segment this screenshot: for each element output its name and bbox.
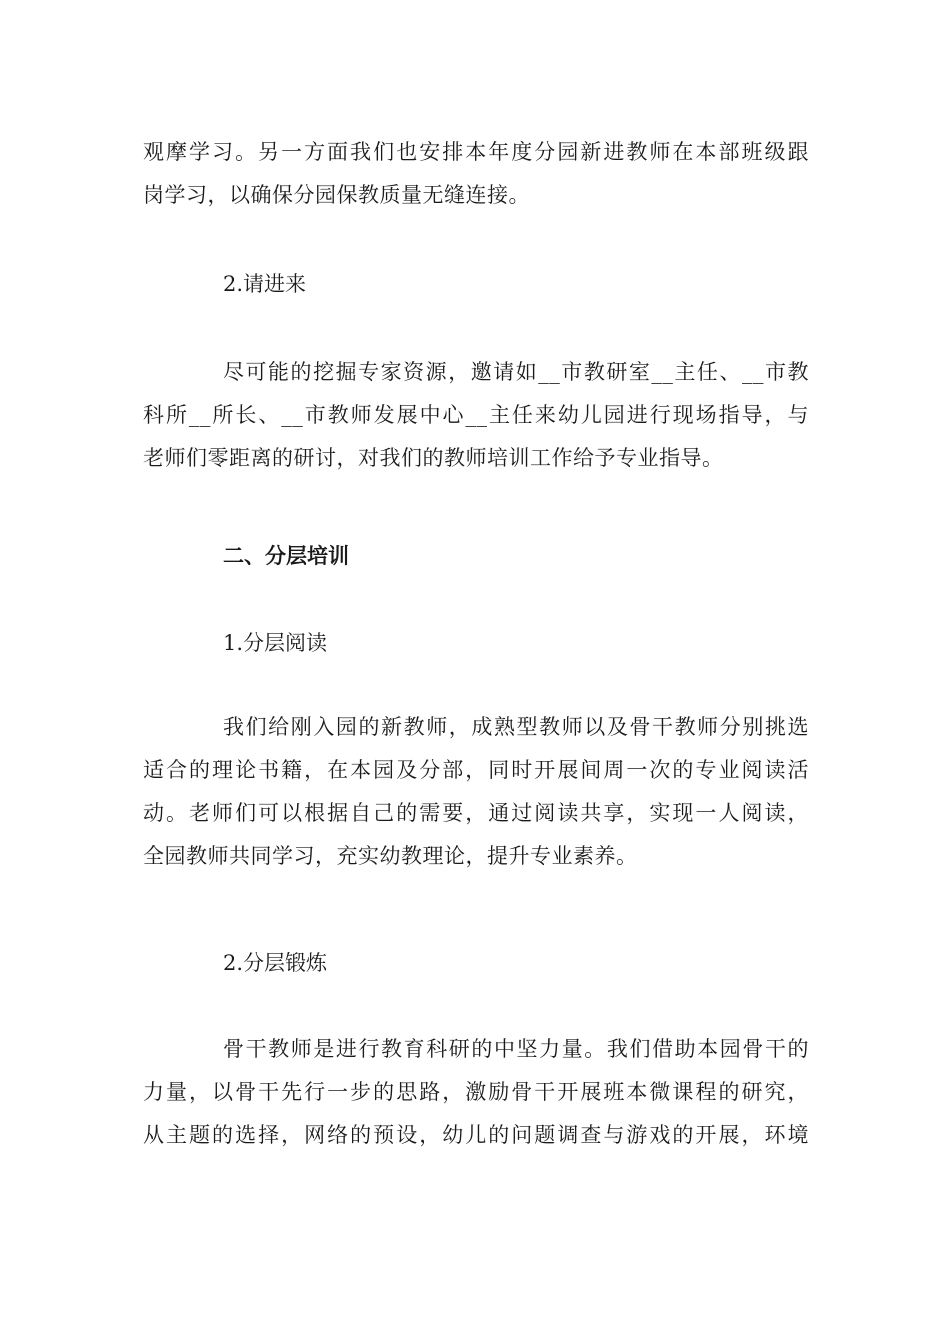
paragraph-line: 岗学习，以确保分园保教质量无缝连接。 <box>143 183 530 207</box>
paragraph-line: 从主题的选择，网络的预设，幼儿的问题调查与游戏的开展，环境 <box>143 1123 809 1147</box>
paragraph-line: 科所__所长、__市教师发展中心__主任来幼儿园进行现场指导，与 <box>143 403 809 427</box>
paragraph-line: 力量，以骨干先行一步的思路，激励骨干开展班本微课程的研究， <box>143 1080 809 1104</box>
paragraph-observation <box>143 131 809 217</box>
section-heading-layered-training: 二、分层培训 <box>223 544 349 568</box>
subheading-invite-in: 2.请进来 <box>223 272 307 296</box>
paragraph-backbone-teachers <box>143 1028 809 1157</box>
paragraph-experts <box>143 351 809 480</box>
paragraph-line: 适合的理论书籍，在本园及分部，同时开展间周一次的专业阅读活 <box>143 758 809 782</box>
paragraph-line: 动。老师们可以根据自己的需要，通过阅读共享，实现一人阅读， <box>143 801 809 825</box>
paragraph-line: 老师们零距离的研讨，对我们的教师培训工作给予专业指导。 <box>143 446 724 470</box>
subheading-layered-practice: 2.分层锻炼 <box>223 951 328 975</box>
paragraph-line: 尽可能的挖掘专家资源，邀请如__市教研室__主任、__市教 <box>223 360 809 384</box>
paragraph-line: 全园教师共同学习，充实幼教理论，提升专业素养。 <box>143 844 638 868</box>
paragraph-line: 我们给刚入园的新教师，成熟型教师以及骨干教师分别挑选 <box>223 715 809 739</box>
paragraph-line: 观摩学习。另一方面我们也安排本年度分园新进教师在本部班级跟 <box>143 140 809 164</box>
paragraph-line: 骨干教师是进行教育科研的中坚力量。我们借助本园骨干的 <box>223 1037 809 1061</box>
subheading-layered-reading: 1.分层阅读 <box>223 631 328 655</box>
paragraph-reading <box>143 706 809 878</box>
